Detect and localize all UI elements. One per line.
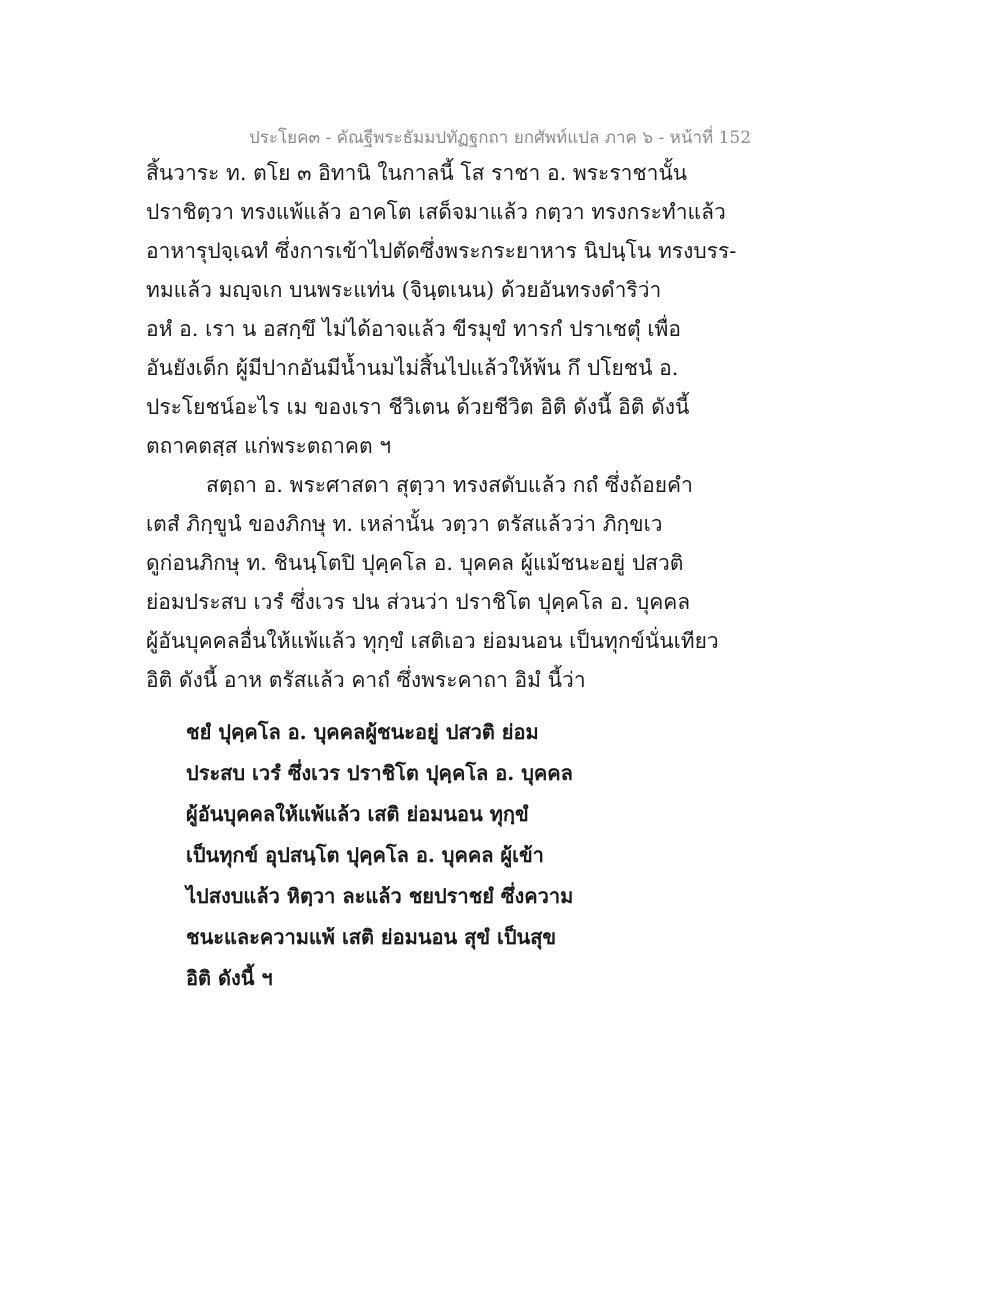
- text-line: สิ้นวาระ ท. ตโย ๓ อิทานิ ในกาลนี้ โส ราชา อ. พระราชานั้น: [146, 161, 688, 185]
- paragraph-start-line: สตฺถา อ. พระศาสดา สุตฺวา ทรงสดับแล้ว กถํ ซึ่งถ้อยคำ: [206, 473, 693, 497]
- page-header: ประโยค๓ - คัณฐีพระธัมมปทัฏฐกถา ยกศัพท์แปล ภาค ๖ - หน้าที่ 152: [248, 128, 752, 148]
- verse-line: ประสบ เวรํ ซึ่งเวร ปราชิโต ปุคฺคโล อ. บุคคล: [186, 761, 573, 785]
- verse-line: ชยํ ปุคฺคโล อ. บุคคลผู้ชนะอยู่ ปสวติ ย่อม: [186, 720, 539, 744]
- verse-line: อิติ ดังนี้ ฯ: [186, 966, 273, 990]
- text-line: เตสํ ภิกฺขูนํ ของภิกษุ ท. เหล่านั้น วตฺวา ตรัสแล้วว่า ภิกฺขเว: [146, 512, 663, 536]
- verse-line: ชนะและความแพ้ เสติ ย่อมนอน สุขํ เป็นสุข: [186, 925, 557, 949]
- verse-line: เป็นทุกข์ อุปสนฺโต ปุคฺคโล อ. บุคคล ผู้เข้า: [186, 843, 544, 867]
- text-line: ดูก่อนภิกษุ ท. ชินนฺโตปิ ปุคฺคโล อ. บุคคล ผู้แม้ชนะอยู่ ปสวติ: [146, 551, 684, 575]
- text-line: อิติ ดังนี้ อาห ตรัสแล้ว คาถํ ซึ่งพระคาถา อิมํ นี้ว่า: [146, 668, 586, 692]
- text-line: อาหารุปจฺเฉทํ ซึ่งการเข้าไปตัดซึ่งพระกระยาหาร นิปนฺโน ทรงบรร-: [146, 239, 737, 263]
- text-line: ปราชิตฺวา ทรงแพ้แล้ว อาคโต เสด็จมาแล้ว กตฺวา ทรงกระทำแล้ว: [146, 200, 726, 224]
- text-line: ผู้อันบุคคลอื่นให้แพ้แล้ว ทุกฺขํ เสติเอว ย่อมนอน เป็นทุกข์นั่นเทียว: [146, 629, 719, 653]
- text-line: อหํ อ. เรา น อสกฺขึ ไม่ได้อาจแล้ว ขีรมุขํ ทารกํ ปราเชตุํ เพื่อ: [146, 317, 681, 341]
- text-line: อันยังเด็ก ผู้มีปากอันมีน้ำนมไม่สิ้นไปแล้วให้พ้น กึ ปโยชนํ อ.: [146, 356, 679, 380]
- text-line: ทมแล้ว มญฺจเก บนพระแท่น (จินฺตเนน) ด้วยอันทรงดำริว่า: [146, 278, 662, 302]
- verse-line: ผู้อันบุคคลให้แพ้แล้ว เสติ ย่อมนอน ทุกฺขํ: [186, 802, 529, 826]
- text-line: ประโยชน์อะไร เม ของเรา ชีวิเตน ด้วยชีวิต อิติ ดังนี้ อิติ ดังนี้: [146, 395, 690, 419]
- verse-block: [186, 712, 826, 999]
- text-line: ย่อมประสบ เวรํ ซึ่งเวร ปน ส่วนว่า ปราชิโต ปุคฺคโล อ. บุคคล: [146, 590, 691, 614]
- body-text: [146, 154, 866, 700]
- verse-line: ไปสงบแล้ว หิตฺวา ละแล้ว ชยปราชยํ ซึ่งความ: [186, 884, 574, 908]
- text-line: ตถาคตสฺส แก่พระตถาคต ฯ: [146, 434, 392, 458]
